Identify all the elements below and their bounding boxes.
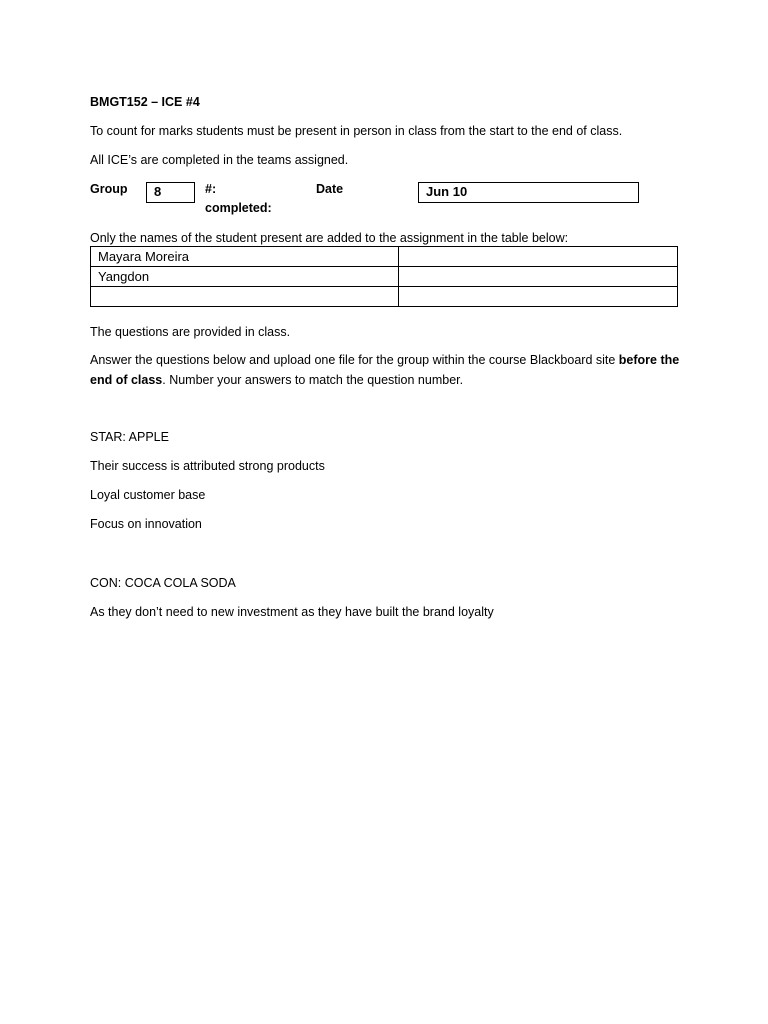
student-name-cell[interactable]: Mayara Moreira	[91, 247, 399, 267]
team-rule: All ICE’s are completed in the teams assigned.	[90, 153, 349, 167]
upload-instructions	[90, 351, 690, 390]
students-table	[90, 246, 678, 307]
document-title: BMGT152 – ICE #4	[90, 95, 200, 109]
upload-instructions-part1: Answer the questions below and upload one file for the group within the course Blackboard site	[90, 353, 619, 367]
questions-note: The questions are provided in class.	[90, 325, 291, 339]
completed-label: completed:	[205, 201, 272, 215]
table-row	[91, 247, 678, 267]
table-row	[91, 267, 678, 287]
group-number-field[interactable]: 8	[146, 182, 195, 203]
student-name-cell[interactable]	[399, 247, 678, 267]
star-heading: STAR: APPLE	[90, 430, 169, 444]
star-point: Their success is attributed strong products	[90, 459, 325, 473]
student-name-cell[interactable]	[399, 267, 678, 287]
student-name-cell[interactable]	[399, 287, 678, 307]
star-point: Loyal customer base	[90, 488, 206, 502]
table-row	[91, 287, 678, 307]
student-name-cell[interactable]: Yangdon	[91, 267, 399, 287]
con-heading: CON: COCA COLA SODA	[90, 576, 236, 590]
hash-label: #:	[205, 182, 217, 196]
star-point: Focus on innovation	[90, 517, 202, 531]
group-label: Group	[90, 182, 128, 196]
con-point: As they don’t need to new investment as they have built the brand loyalty	[90, 605, 494, 619]
upload-instructions-part2: . Number your answers to match the question number.	[162, 372, 464, 387]
attendance-rule: To count for marks students must be present in person in class from the start to the end of class.	[90, 124, 623, 138]
table-intro: Only the names of the student present are added to the assignment in the table below:	[90, 231, 569, 245]
date-label: Date	[316, 182, 344, 196]
student-name-cell[interactable]	[91, 287, 399, 307]
date-field[interactable]: Jun 10	[418, 182, 639, 203]
upload-deadline: before the end of class	[90, 353, 680, 387]
